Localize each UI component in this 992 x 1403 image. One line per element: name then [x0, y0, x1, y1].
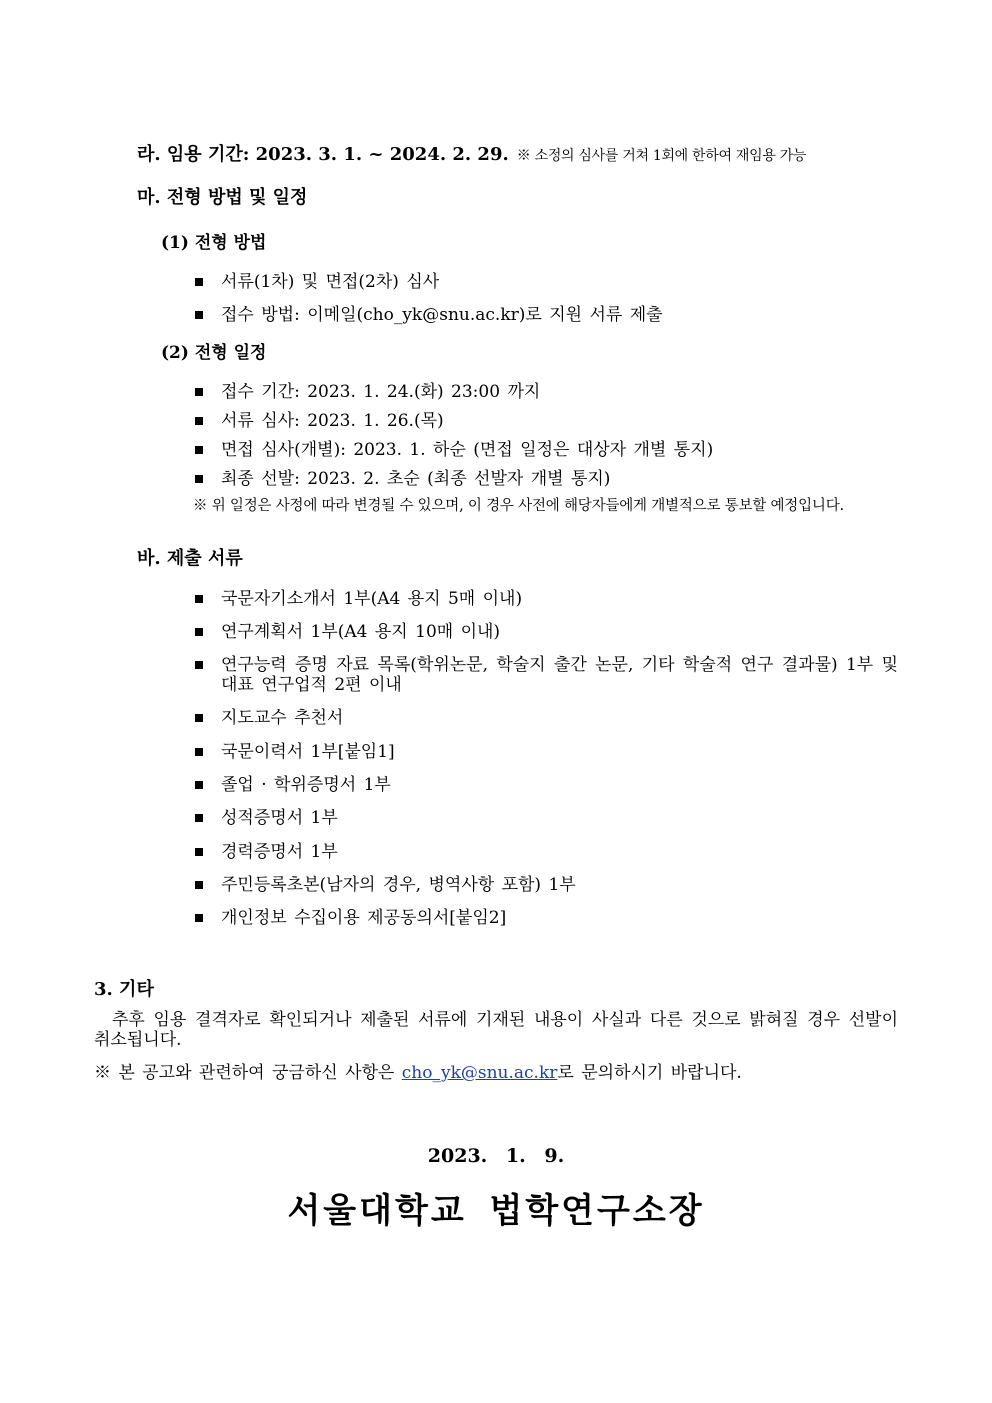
- list-item-text: 서류(1차) 및 면접(2차) 심사: [221, 272, 440, 292]
- list-item-text: 지도교수 추천서: [221, 708, 344, 728]
- list-item-text: 접수 방법: 이메일(cho_yk@snu.ac.kr)로 지원 서류 제출: [221, 305, 663, 325]
- list-item: [193, 382, 898, 402]
- list-item-text: 서류 심사: 2023. 1. 26.(목): [221, 411, 444, 431]
- list-item: [193, 305, 898, 325]
- list-item-text: 최종 선발: 2023. 2. 초순 (최종 선발자 개별 통지): [221, 469, 611, 489]
- selection-method-heading: (1) 전형 방법: [161, 233, 267, 253]
- list-item: [193, 411, 898, 431]
- list-item: [193, 589, 898, 609]
- selection-heading: 마. 전형 방법 및 일정: [137, 187, 308, 208]
- bullet-square-icon: [195, 595, 203, 603]
- list-item-text: 국문이력서 1부[붙임1]: [221, 742, 395, 762]
- disqualification-paragraph: 추후 임용 결격자로 확인되거나 제출된 서류에 기재된 내용이 사실과 다른 것으로 밝혀질 경우 선발이 취소됩니다.: [94, 1010, 898, 1050]
- list-item-text: 국문자기소개서 1부(A4 용지 5매 이내): [221, 589, 523, 609]
- list-item: [193, 655, 898, 695]
- list-item-text: 면접 심사(개별): 2023. 1. 하순 (면접 일정은 대상자 개별 통지): [221, 440, 714, 460]
- other-heading: 3. 기타: [94, 979, 154, 1000]
- bullet-square-icon: [195, 814, 203, 822]
- list-item: [193, 908, 898, 928]
- bullet-square-icon: [195, 914, 203, 922]
- inquiry-suffix: 로 문의하시기 바랍니다.: [557, 1063, 742, 1083]
- bullet-square-icon: [195, 714, 203, 722]
- list-item-text: 접수 기간: 2023. 1. 24.(화) 23:00 까지: [221, 382, 541, 402]
- announcement-date: 2023. 1. 9.: [427, 1145, 565, 1167]
- list-item-text: 주민등록초본(남자의 경우, 병역사항 포함) 1부: [221, 875, 576, 895]
- list-item: [193, 742, 898, 762]
- bullet-square-icon: [195, 881, 203, 889]
- bullet-square-icon: [195, 781, 203, 789]
- selection-schedule-heading: (2) 전형 일정: [161, 343, 267, 363]
- bullet-square-icon: [195, 748, 203, 756]
- list-item: [193, 622, 898, 642]
- inquiry-paragraph: [94, 1063, 898, 1083]
- list-item: [193, 440, 898, 460]
- list-item-text: 연구계획서 1부(A4 용지 10매 이내): [221, 622, 501, 642]
- list-item-text: 경력증명서 1부: [221, 842, 338, 862]
- bullet-square-icon: [195, 628, 203, 636]
- list-item-text: 졸업 · 학위증명서 1부: [221, 775, 391, 795]
- appointment-period-label: 라. 임용 기간: 2023. 3. 1. ~ 2024. 2. 29.: [137, 144, 509, 165]
- bullet-square-icon: [195, 311, 203, 319]
- list-item: [193, 775, 898, 795]
- appointment-period-line: [137, 140, 806, 166]
- inquiry-prefix: ※ 본 공고와 관련하여 궁금하신 사항은: [94, 1063, 402, 1083]
- list-item: [193, 708, 898, 728]
- bullet-square-icon: [195, 417, 203, 425]
- issuer-signature: 서울대학교 법학연구소장: [287, 1191, 705, 1231]
- bullet-square-icon: [195, 848, 203, 856]
- schedule-note: ※ 위 일정은 사정에 따라 변경될 수 있으며, 이 경우 사전에 해당자들에게 개별적으로 통보할 예정입니다.: [193, 498, 844, 514]
- documents-heading: 바. 제출 서류: [137, 548, 243, 569]
- bullet-square-icon: [195, 446, 203, 454]
- bullet-square-icon: [195, 661, 203, 669]
- list-item: [193, 272, 898, 292]
- bullet-square-icon: [195, 475, 203, 483]
- list-item: [193, 875, 898, 895]
- list-item-text: 성적증명서 1부: [221, 808, 338, 828]
- list-item: [193, 842, 898, 862]
- list-item: [193, 808, 898, 828]
- bullet-square-icon: [195, 388, 203, 396]
- list-item: [193, 469, 898, 489]
- appointment-period-note: ※ 소정의 심사를 거쳐 1회에 한하여 재임용 가능: [516, 148, 807, 164]
- inquiry-email-link[interactable]: cho_yk@snu.ac.kr: [401, 1063, 558, 1083]
- list-item-text: 개인정보 수집이용 제공동의서[붙임2]: [221, 908, 507, 928]
- bullet-square-icon: [195, 278, 203, 286]
- list-item-text: 연구능력 증명 자료 목록(학위논문, 학술지 출간 논문, 기타 학술적 연구 결과물) 1부 및 대표 연구업적 2편 이내: [221, 655, 898, 695]
